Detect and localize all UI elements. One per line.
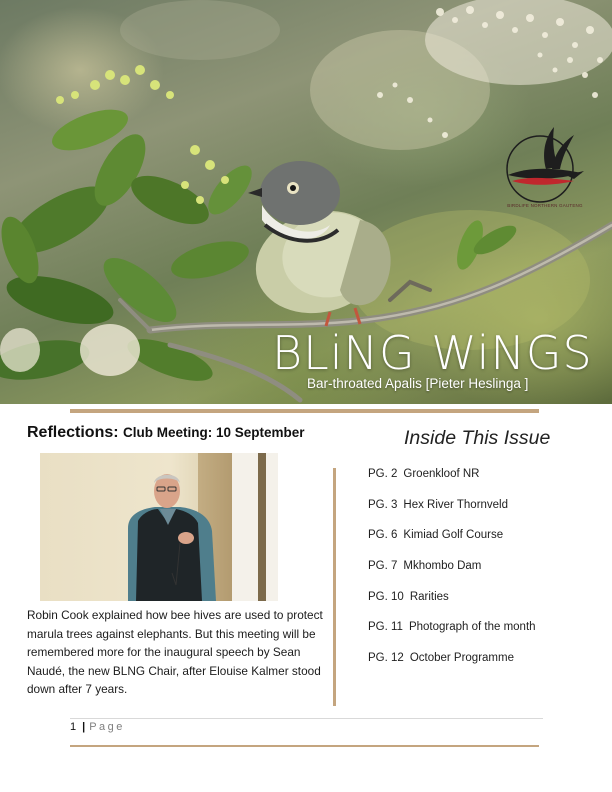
article-heading	[27, 424, 347, 442]
toc-label: Mkhombo Dam	[403, 560, 482, 573]
speaker-figure	[40, 453, 278, 601]
page-footer	[70, 721, 125, 733]
toc-label: October Programme	[409, 652, 514, 665]
toc-page-number: PG. 12	[368, 652, 404, 665]
toc-page-number: PG. 6	[368, 529, 398, 542]
toc-page-number: PG. 10	[368, 590, 404, 603]
toc-item[interactable]	[368, 590, 608, 621]
toc-label: Hex River Thornveld	[403, 498, 509, 511]
toc-page-number: PG. 7	[368, 560, 398, 573]
toc-item[interactable]	[368, 528, 608, 559]
toc-label: Rarities	[409, 590, 449, 603]
article-heading-main: Reflections:	[27, 424, 119, 441]
article-heading-sub: Club Meeting: 10 September	[123, 425, 305, 440]
newsletter-title: BLiNG WiNGS	[272, 326, 593, 380]
toc-item[interactable]	[368, 620, 608, 651]
article-body: Robin Cook explained how bee hives are used to protect marula trees against elephants. But this meeting will be remembered more for the inaugural speech by Sean Naudé, the new BLNG Chair, after Elouise Kalmer stood down after 7 years.	[27, 608, 323, 697]
column-divider	[333, 468, 336, 706]
toc-page-number: PG. 2	[368, 468, 398, 480]
toc-item[interactable]	[368, 498, 608, 529]
toc-item[interactable]	[368, 651, 608, 682]
toc-item[interactable]	[368, 559, 608, 590]
header-divider	[70, 409, 539, 413]
toc-label: Groenkloof NR	[403, 468, 480, 480]
speaker-photo	[40, 453, 278, 601]
footer-divider-thin	[70, 718, 543, 719]
toc-label: Photograph of the month	[408, 621, 536, 634]
logo-caption: BIRDLIFE NORTHERN GAUTENG	[507, 203, 583, 208]
toc-page-number: PG. 11	[368, 621, 403, 634]
toc-title: Inside This Issue	[404, 427, 551, 449]
toc-label: Kimiad Golf Course	[403, 529, 504, 542]
toc-item[interactable]	[368, 467, 608, 498]
page-number: 1	[70, 721, 77, 733]
cover-photo-caption: Bar-throated Apalis [Pieter Heslinga ]	[307, 376, 529, 391]
footer-divider	[70, 745, 539, 747]
page-word: Page	[89, 721, 125, 733]
footer-separator: |	[82, 721, 86, 733]
toc-page-number: PG. 3	[368, 498, 398, 511]
toc-list	[368, 467, 608, 682]
leafy-bush	[0, 65, 259, 389]
